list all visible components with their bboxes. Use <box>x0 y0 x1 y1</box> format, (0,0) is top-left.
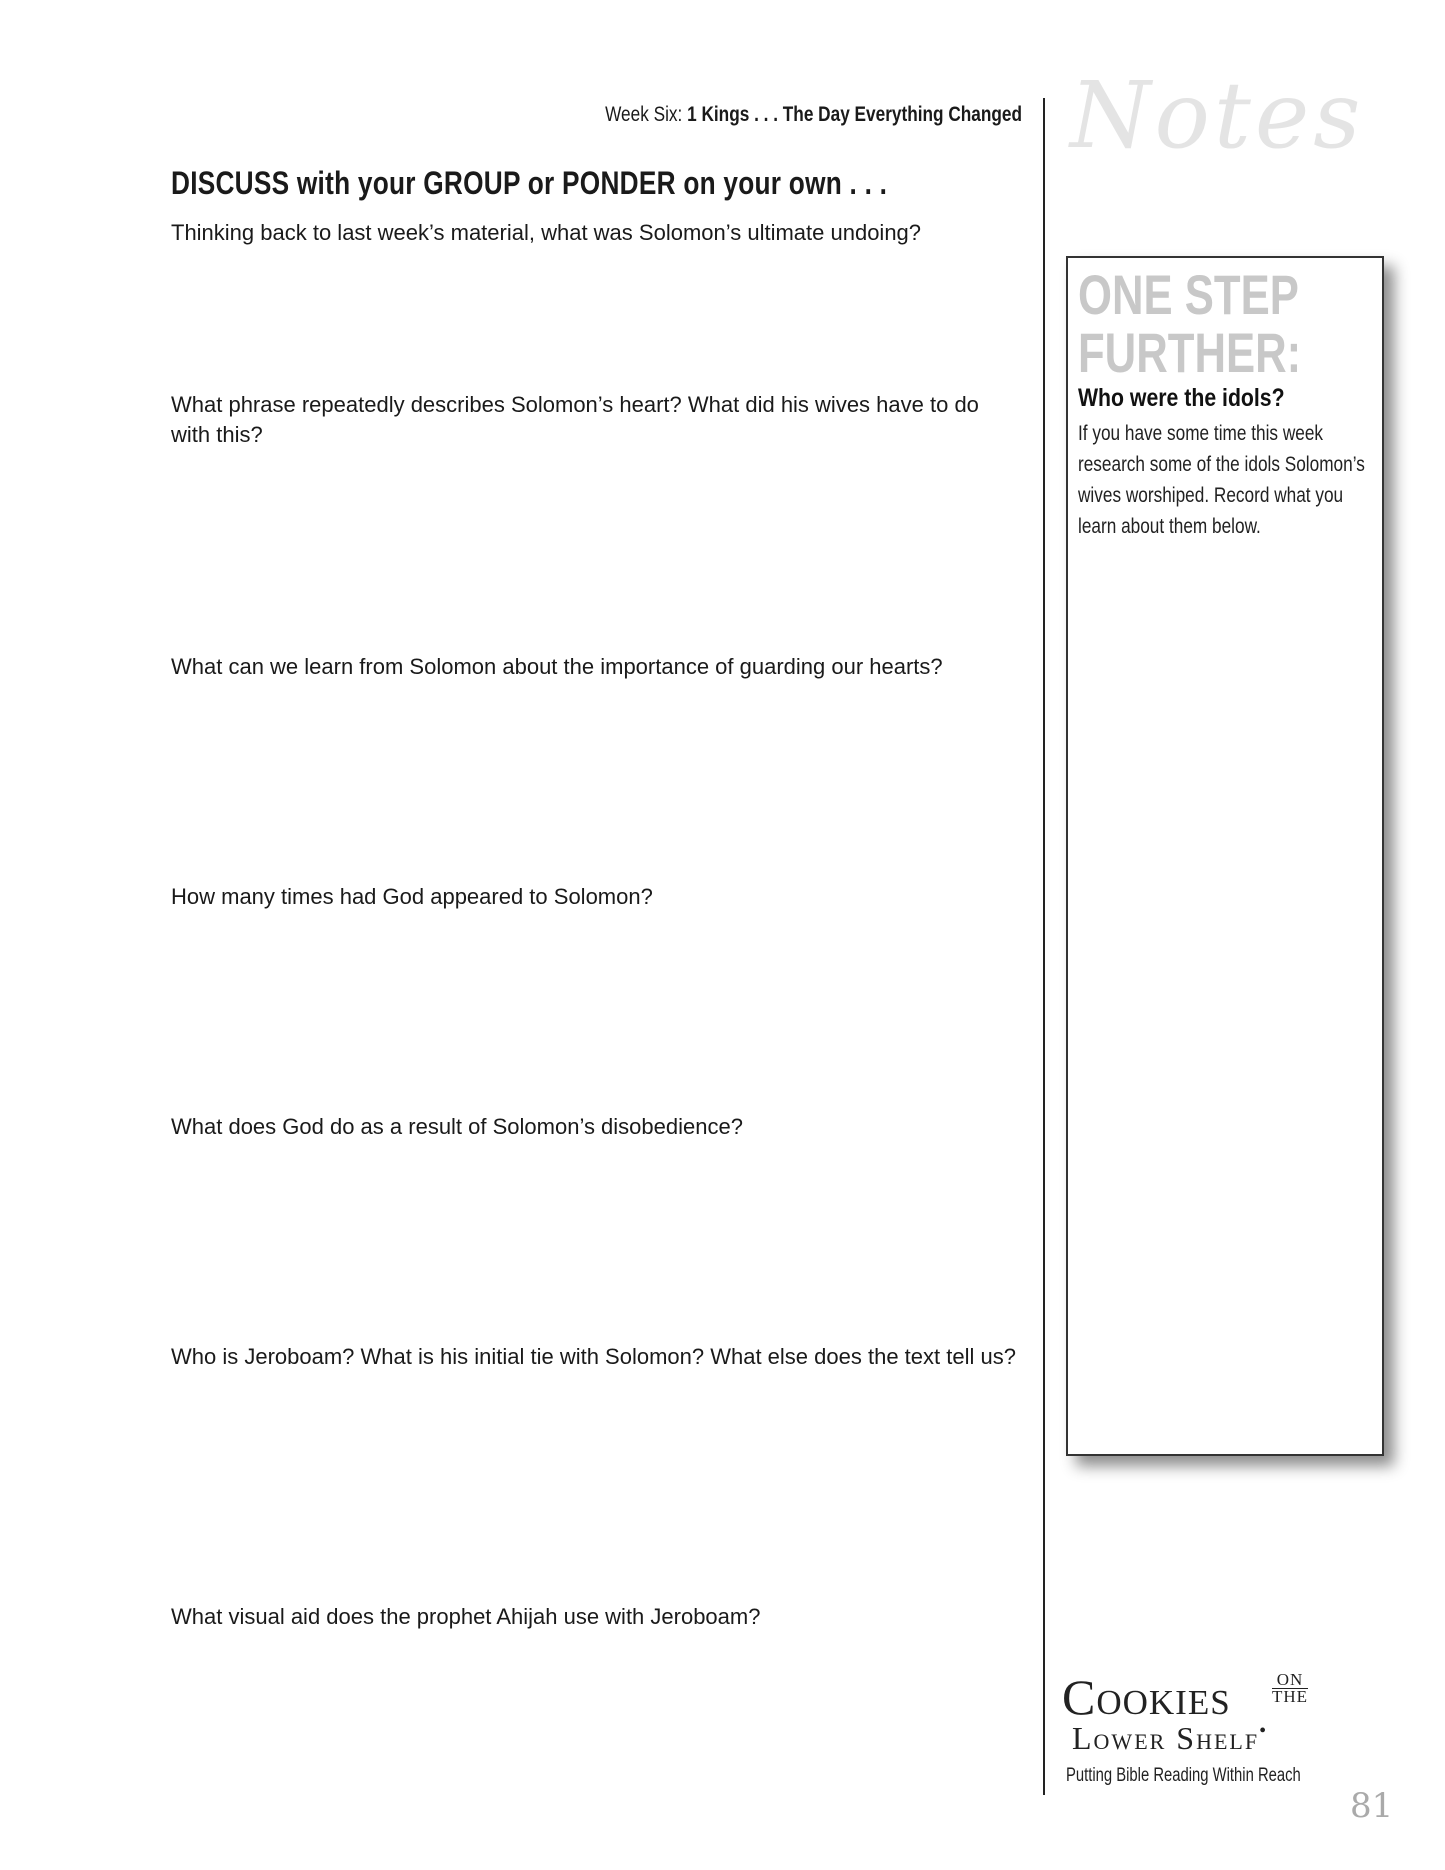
sidebar-title-line2: FURTHER: <box>1078 321 1302 384</box>
logo-lower-shelf: Lower Shelf <box>1072 1720 1260 1756</box>
column-divider <box>1043 98 1045 1795</box>
sidebar-title-line1: ONE STEP <box>1078 263 1299 326</box>
question-4: How many times had God appeared to Solomon? <box>171 884 653 909</box>
discuss-heading: DISCUSS with your GROUP or PONDER on your own . . . <box>171 165 888 201</box>
question-1: Thinking back to last week’s material, what was Solomon’s ultimate undoing? <box>171 220 922 245</box>
logo-the: THE <box>1272 1687 1309 1706</box>
registered-mark-icon: • <box>1259 1720 1269 1742</box>
logo-on-the <box>1272 1672 1308 1705</box>
question-3: What can we learn from Solomon about the importance of guarding our hearts? <box>171 654 943 679</box>
one-step-further-box <box>1066 256 1384 1456</box>
cookies-logo <box>1062 1668 1332 1756</box>
sidebar-body: If you have some time this week research some of the idols Solomon’s wives worshiped. Record what you learn about them below. <box>1078 422 1365 538</box>
book-title: 1 Kings . . . The Day Everything Changed <box>687 103 1022 126</box>
logo-cookies: Cookies <box>1062 1669 1231 1725</box>
page-number: 81 <box>1350 1786 1394 1826</box>
sidebar-subtitle: Who were the idols? <box>1078 384 1285 412</box>
logo-tagline: Putting Bible Reading Within Reach <box>1066 1765 1301 1786</box>
sidebar-title <box>1078 263 1302 384</box>
question-7: What visual aid does the prophet Ahijah use with Jeroboam? <box>171 1604 761 1629</box>
notes-title: Notes <box>1070 62 1365 169</box>
page-header <box>553 103 1022 127</box>
question-6: Who is Jeroboam? What is his initial tie with Solomon? What else does the text tell us? <box>171 1344 1016 1369</box>
question-5: What does God do as a result of Solomon’s disobedience? <box>171 1114 743 1139</box>
question-2: What phrase repeatedly describes Solomon’s heart? What did his wives have to do with this? <box>171 392 979 447</box>
week-label: Week Six: <box>605 103 688 126</box>
logo-on: ON <box>1276 1670 1304 1689</box>
